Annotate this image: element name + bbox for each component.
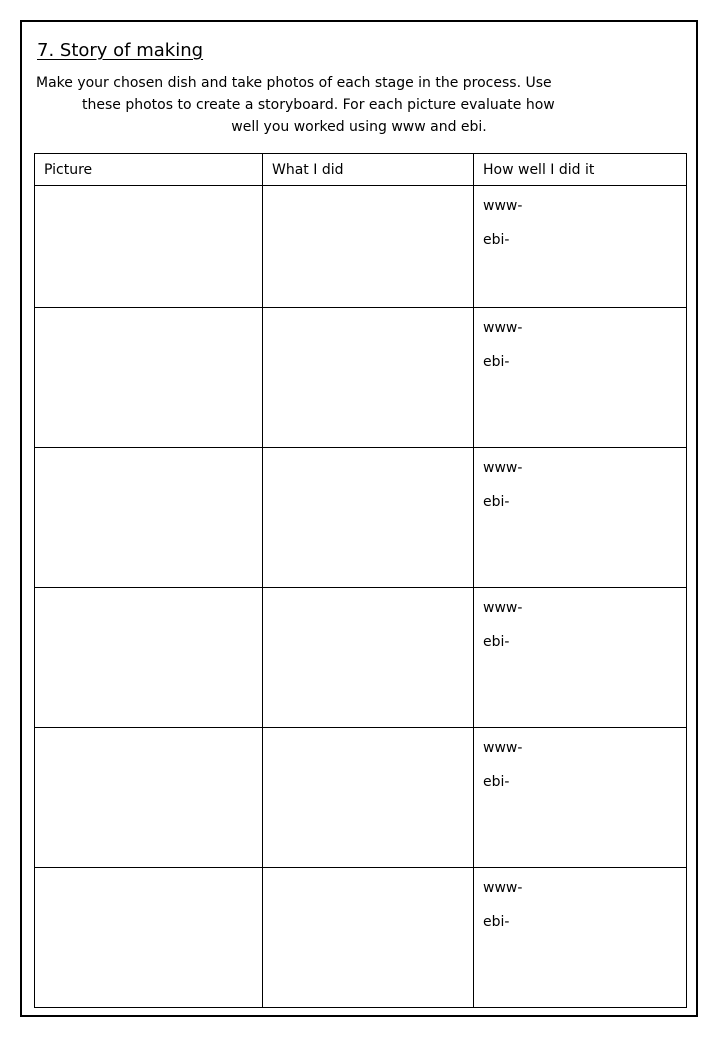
www-label: www-	[483, 600, 523, 616]
table-row	[35, 588, 687, 728]
table-row	[35, 728, 687, 868]
storyboard-table	[34, 153, 687, 1008]
picture-cell[interactable]	[35, 868, 263, 1008]
evaluation-cell[interactable]	[474, 868, 687, 1008]
table-row	[35, 308, 687, 448]
page-title: 7. Story of making	[37, 40, 204, 61]
picture-cell[interactable]	[35, 448, 263, 588]
evaluation-cell[interactable]	[474, 728, 687, 868]
header-what-i-did: What I did	[263, 154, 474, 186]
what-i-did-cell[interactable]	[263, 868, 474, 1008]
ebi-label: ebi-	[483, 354, 510, 370]
what-i-did-cell[interactable]	[263, 448, 474, 588]
picture-cell[interactable]	[35, 588, 263, 728]
table-row	[35, 448, 687, 588]
www-label: www-	[483, 880, 523, 896]
header-how-well: How well I did it	[474, 154, 687, 186]
what-i-did-cell[interactable]	[263, 588, 474, 728]
www-label: www-	[483, 460, 523, 476]
what-i-did-cell[interactable]	[263, 186, 474, 308]
evaluation-cell[interactable]	[474, 186, 687, 308]
picture-cell[interactable]	[35, 728, 263, 868]
ebi-label: ebi-	[483, 232, 510, 248]
table-row	[35, 868, 687, 1008]
instructions	[36, 72, 682, 138]
ebi-label: ebi-	[483, 494, 510, 510]
ebi-label: ebi-	[483, 774, 510, 790]
what-i-did-cell[interactable]	[263, 728, 474, 868]
www-label: www-	[483, 320, 523, 336]
table-row	[35, 186, 687, 308]
ebi-label: ebi-	[483, 634, 510, 650]
instructions-line-1: Make your chosen dish and take photos of each stage in the process. Use	[36, 75, 552, 91]
evaluation-cell[interactable]	[474, 308, 687, 448]
picture-cell[interactable]	[35, 308, 263, 448]
instructions-line-2: these photos to create a storyboard. For each picture evaluate how	[82, 97, 555, 113]
what-i-did-cell[interactable]	[263, 308, 474, 448]
table-header-row	[35, 154, 687, 186]
ebi-label: ebi-	[483, 914, 510, 930]
evaluation-cell[interactable]	[474, 588, 687, 728]
www-label: www-	[483, 740, 523, 756]
header-picture: Picture	[35, 154, 263, 186]
www-label: www-	[483, 198, 523, 214]
picture-cell[interactable]	[35, 186, 263, 308]
evaluation-cell[interactable]	[474, 448, 687, 588]
instructions-line-3: well you worked using www and ebi.	[231, 119, 487, 135]
